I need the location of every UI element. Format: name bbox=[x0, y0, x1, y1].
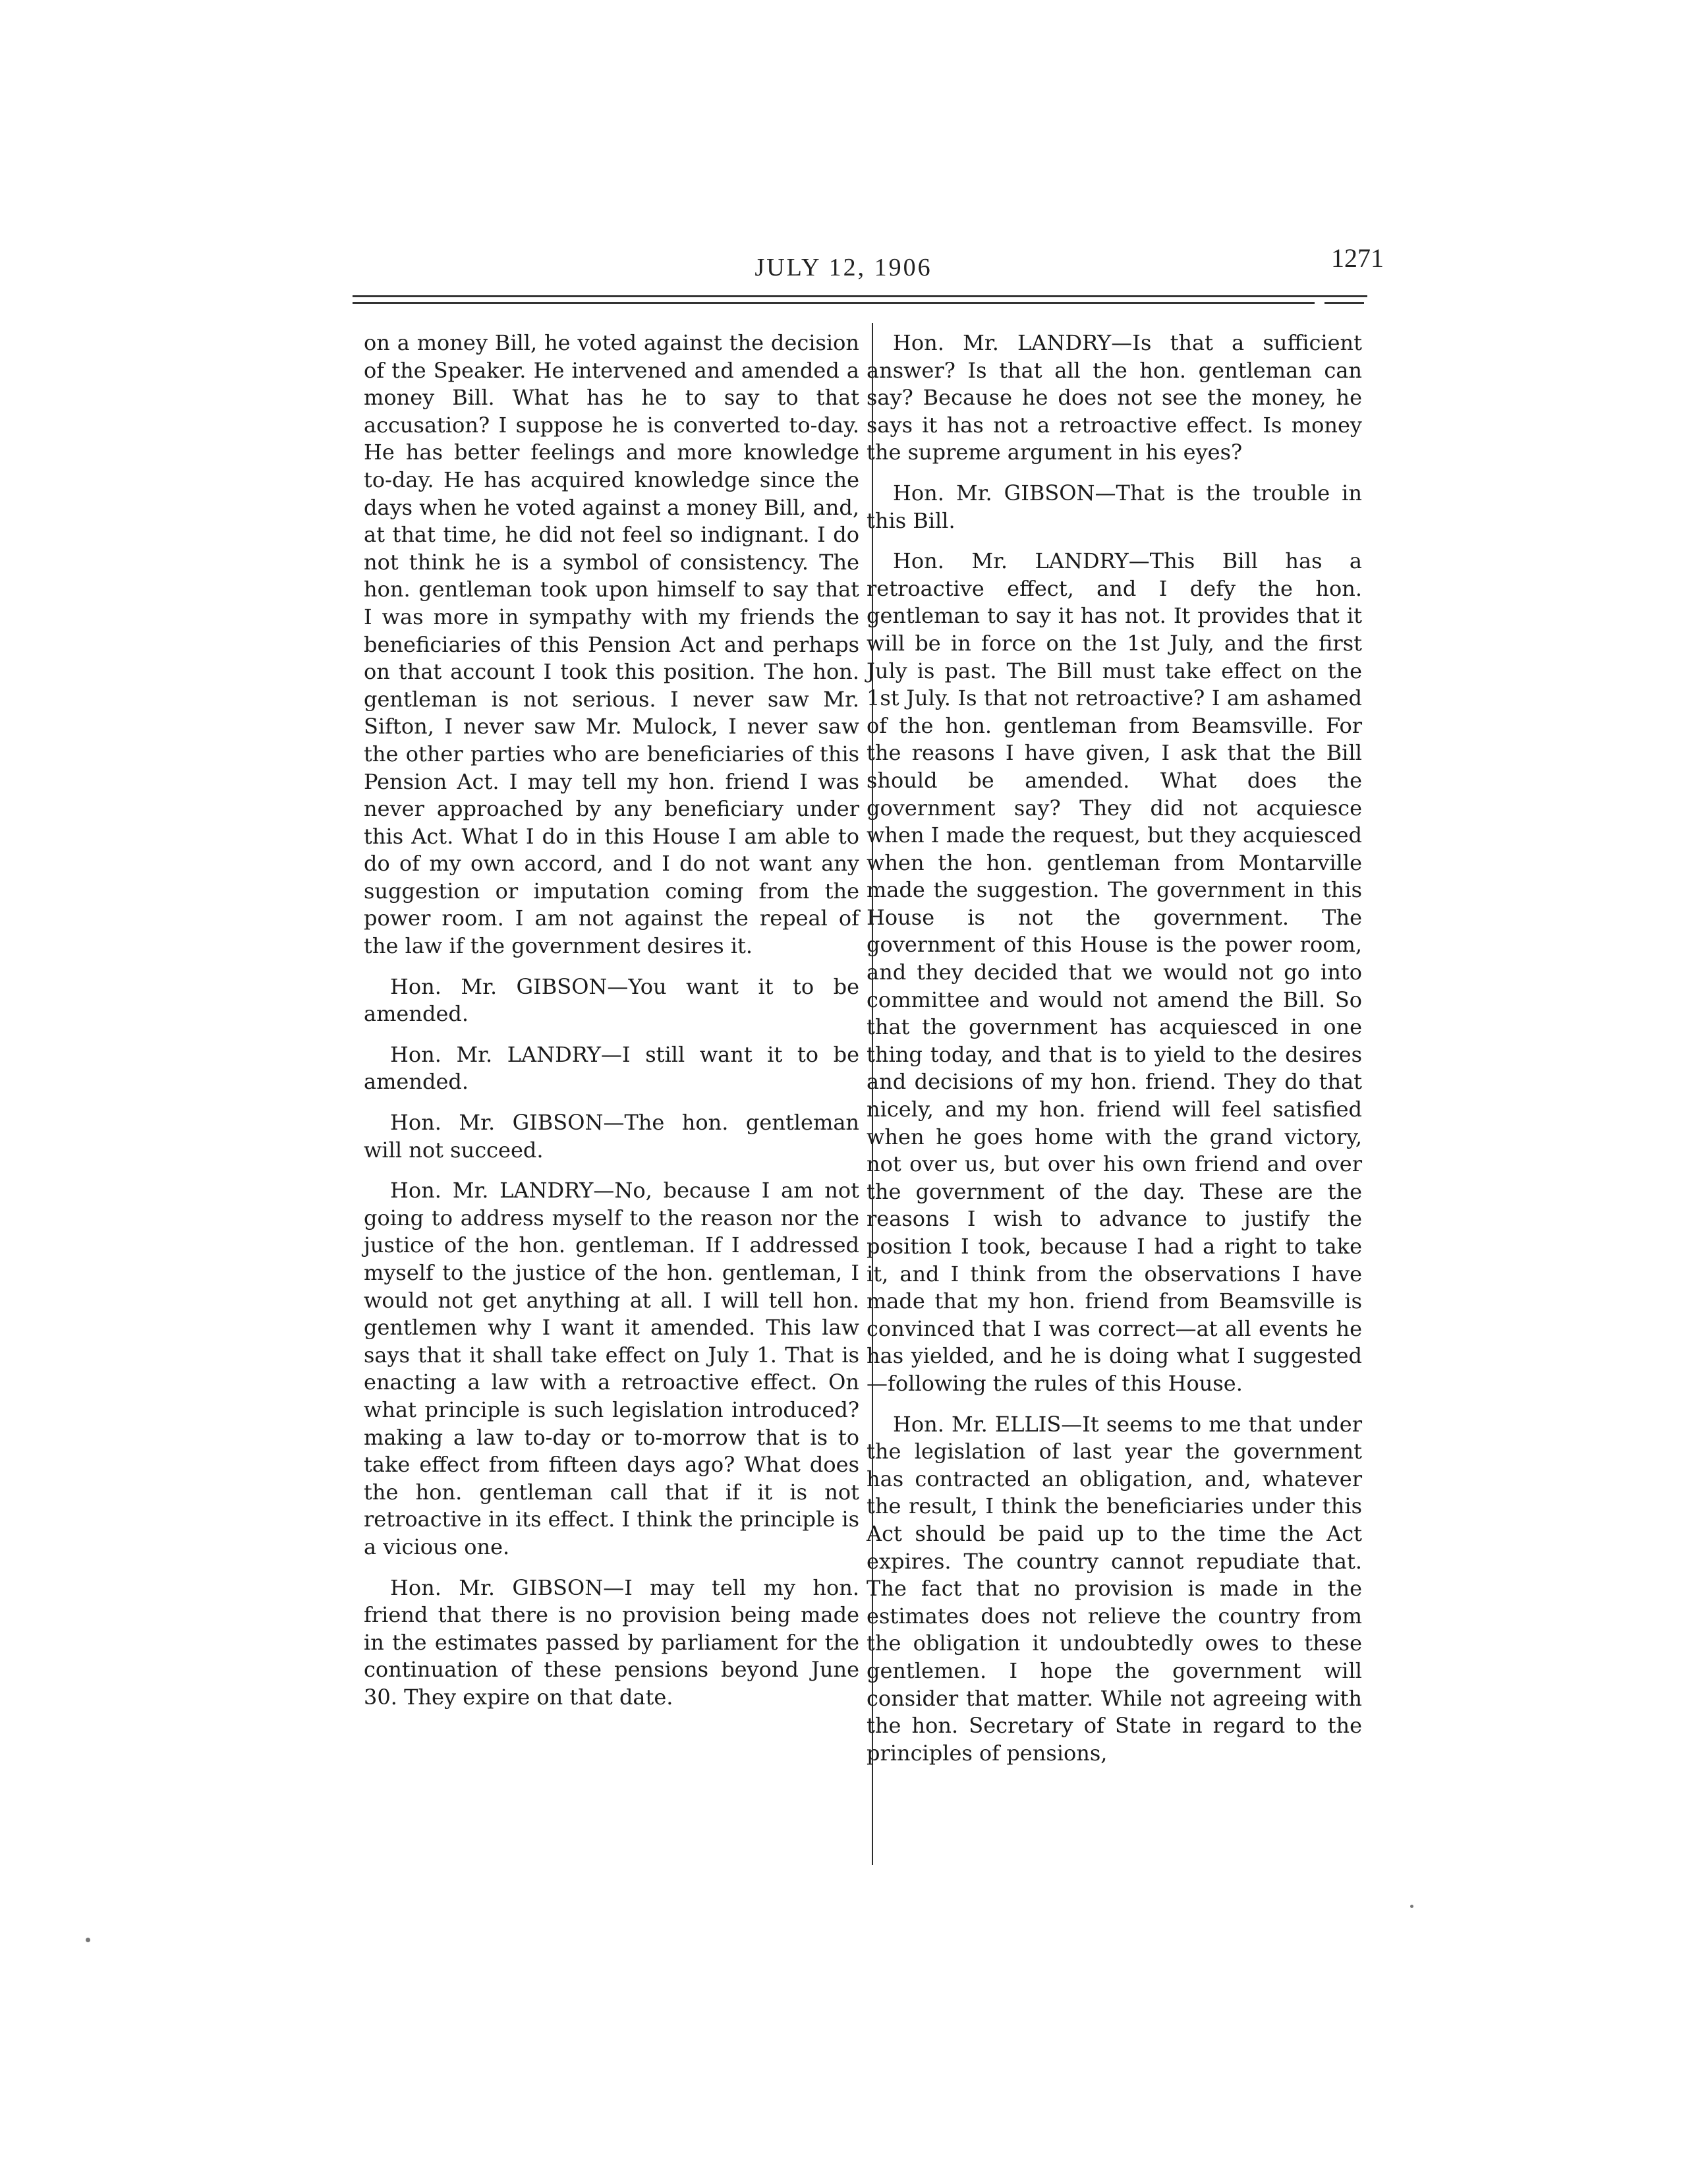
paragraph: Hon. Mr. LANDRY—This Bill has a retroactive effect, and I defy the hon. gentleman to say it has not. It provides that it will be in force on the 1st July, and the first July is past. The Bill must take effect on the 1st July. Is that not retroactive? I am ashamed of the hon. gentleman from Beamsville. For the reasons I have given, I ask that the Bill should be amended. What does the government say? They did not acquiesce when I made the request, but they acquiesced when the hon. gentleman from Montarville made the suggestion. The government in this House is not the government. The government of this House is the power room, and they decided that we would not go into committee and would not amend the Bill. So that the government has acquiesced in one thing today, and that is to yield to the desires and decisions of my hon. friend. They do that nicely, and my hon. friend will feel satisfied when he goes home with the grand victory, not over us, but over his own friend and over the government of the day. These are the reasons I wish to advance to justify the position I took, because I had a right to take it, and I think from the observations I have made that my hon. friend from Beamsville is convinced that I was correct—at all events he has yielded, and he is doing what I suggested—following the rules of this House. bbox=[867, 548, 1362, 1396]
paragraph: Hon. Mr. GIBSON—That is the trouble in this Bill. bbox=[867, 480, 1362, 533]
header-rule bbox=[353, 295, 1367, 297]
page-number: 1271 bbox=[1331, 243, 1384, 273]
scan-speck bbox=[1410, 1905, 1413, 1908]
right-column bbox=[867, 330, 1362, 1767]
paragraph: Hon. Mr. LANDRY—No, because I am not going to address myself to the reason nor the justice of the hon. gentleman. If I addressed myself to the justice of the hon. gentleman, I would not get anything at all. I will tell hon. gentlemen why I want it amended. This law says that it shall take effect on July 1. That is enacting a law with a retroactive effect. On what principle is such legislation introduced? making a law to-day or to-morrow that is to take effect from fifteen days ago? What does the hon. gentleman call that if it is not retroactive in its effect. I think the principle is a vicious one. bbox=[364, 1178, 859, 1559]
header-rule-double bbox=[353, 302, 1315, 304]
page-header-date: JULY 12, 1906 bbox=[754, 254, 932, 281]
paragraph: Hon. Mr. LANDRY—Is that a sufficient answer? Is that all the hon. gentleman can say? Because he does not see the money, he says it has not a retroactive effect. Is money the supreme argument in his eyes? bbox=[867, 330, 1362, 465]
paragraph: Hon. Mr. ELLIS—It seems to me that under the legislation of last year the government has contracted an obligation, and, whatever the result, I think the beneficiaries under this Act should be paid up to the time the Act expires. The country cannot repudiate that. The fact that no provision is made in the estimates does not relieve the country from the obligation it undoubtedly owes to these gentlemen. I hope the government will consider that matter. While not agreeing with the hon. Secretary of State in regard to the principles of pensions, bbox=[867, 1411, 1362, 1766]
paragraph: on a money Bill, he voted against the decision of the Speaker. He intervened and amended a money Bill. What has he to say to that accusation? I suppose he is converted to-day. He has better feelings and more knowledge to-day. He has acquired knowledge since the days when he voted against a money Bill, and, at that time, he did not feel so indignant. I do not think he is a symbol of consistency. The hon. gentleman took upon himself to say that I was more in sympathy with my friends the beneficiaries of this Pension Act and perhaps on that account I took this position. The hon. gentleman is not serious. I never saw Mr. Sifton, I never saw Mr. Mulock, I never saw the other parties who are beneficiaries of this Pension Act. I may tell my hon. friend I was never approached by any beneficiary under this Act. What I do in this House I am able to do of my own accord, and I do not want any suggestion or imputation coming from the power room. I am not against the repeal of the law if the government desires it. bbox=[364, 330, 859, 959]
paragraph: Hon. Mr. LANDRY—I still want it to be amended. bbox=[364, 1041, 859, 1095]
paragraph: Hon. Mr. GIBSON—You want it to be amended. bbox=[364, 973, 859, 1027]
paragraph: Hon. Mr. GIBSON—The hon. gentleman will not succeed. bbox=[364, 1110, 859, 1163]
paragraph: Hon. Mr. GIBSON—I may tell my hon. friend that there is no provision being made in the estimates passed by parliament for the continuation of these pensions beyond June 30. They expire on that date. bbox=[364, 1575, 859, 1710]
left-column bbox=[364, 330, 859, 1712]
scan-speck bbox=[86, 1938, 90, 1942]
header-rule-mark bbox=[1324, 302, 1364, 304]
